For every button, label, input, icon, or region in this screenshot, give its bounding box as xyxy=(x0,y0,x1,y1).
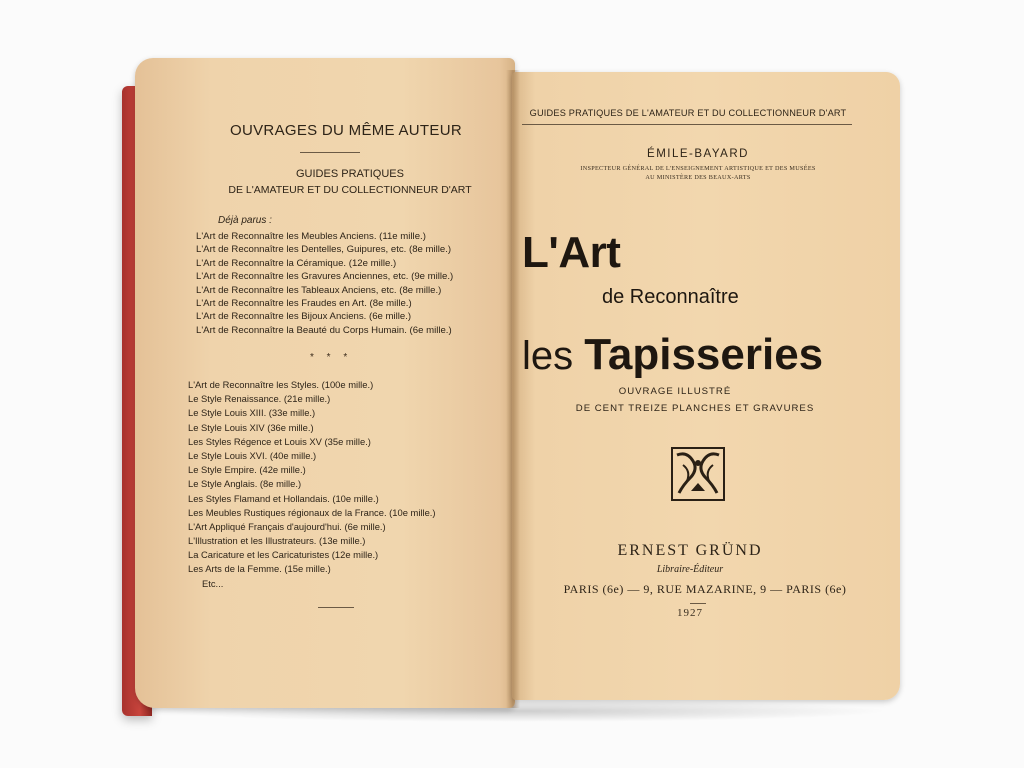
author-name: ÉMILE-BAYARD xyxy=(647,148,749,160)
book-gutter xyxy=(506,70,520,708)
publisher-role: Libraire-Éditeur xyxy=(656,564,724,575)
title-rule xyxy=(300,152,360,153)
list-item: L'Art de Reconnaître les Dentelles, Guipures, etc. (8e mille.) xyxy=(196,244,452,256)
publication-year: 1927 xyxy=(677,607,703,619)
list-item: Les Styles Flamand et Hollandais. (10e mille.) xyxy=(188,492,379,504)
list-item: L'Art Appliqué Français d'aujourd'hui. (6e mille.) xyxy=(188,520,386,532)
list-item: L'Art de Reconnaître les Meubles Anciens. (11e mille.) xyxy=(196,231,426,242)
end-rule xyxy=(318,607,354,608)
list-item: Les Meubles Rustiques régionaux de la France. (10e mille.) xyxy=(188,506,436,518)
ornament-icon xyxy=(671,447,725,501)
list-item: Etc... xyxy=(202,577,224,589)
list-item: L'Art de Reconnaître les Styles. (100e mille.) xyxy=(188,379,374,390)
works-list-art-de-reconnaitre xyxy=(196,230,496,337)
list-item: L'Art de Reconnaître les Bijoux Anciens. (6e mille.) xyxy=(196,311,412,323)
list-item: Les Arts de la Femme. (15e mille.) xyxy=(188,563,331,575)
list-item: L'Art de Reconnaître les Tableaux Anciens, etc. (8e mille.) xyxy=(196,284,442,296)
list-item: Le Style Empire. (42e mille.) xyxy=(188,464,306,476)
list-item: L'Art de Reconnaître les Gravures Anciennes, etc. (9e mille.) xyxy=(196,271,454,283)
book-title-line-1: L'Art xyxy=(522,228,621,277)
list-item: L'Art de Reconnaître les Fraudes en Art. (8e mille.) xyxy=(196,297,412,309)
series-line-1: GUIDES PRATIQUES xyxy=(296,168,404,180)
series-rule xyxy=(522,124,852,125)
list-item: L'Illustration et les Illustrateurs. (13e mille.) xyxy=(188,535,366,547)
author-affiliation-1: INSPECTEUR GÉNÉRAL DE L'ENSEIGNEMENT ARTISTIQUE ET DES MUSÉES xyxy=(580,165,816,172)
illustrated-line-2: DE CENT TREIZE PLANCHES ET GRAVURES xyxy=(575,403,815,414)
list-item: Le Style Louis XIII. (33e mille.) xyxy=(188,407,316,419)
list-item: Le Style Renaissance. (21e mille.) xyxy=(188,393,331,405)
list-item: Le Style Louis XVI. (40e mille.) xyxy=(188,449,317,461)
left-page-title: OUVRAGES DU MÊME AUTEUR xyxy=(230,122,462,139)
book-title-line-3 xyxy=(522,330,823,380)
deja-parus-label: Déjà parus : xyxy=(218,215,272,226)
year-rule xyxy=(690,603,706,604)
list-item: L'Art de Reconnaître la Céramique. (12e mille.) xyxy=(196,257,397,269)
book-title-line-2: de Reconnaître xyxy=(602,286,739,308)
series-line-2: DE L'AMATEUR ET DU COLLECTIONNEUR D'ART xyxy=(228,184,472,196)
series-heading: GUIDES PRATIQUES DE L'AMATEUR ET DU COLLECTIONNEUR D'ART xyxy=(529,108,847,118)
list-item: L'Art de Reconnaître la Beauté du Corps Humain. (6e mille.) xyxy=(196,324,452,336)
illustrated-line-1: OUVRAGE ILLUSTRÉ xyxy=(618,386,732,397)
separator-asterisks: * * * xyxy=(310,352,353,363)
title-word-les: les xyxy=(522,334,574,378)
publisher-address: PARIS (6e) — 9, RUE MAZARINE, 9 — PARIS (6e) xyxy=(563,582,847,596)
author-affiliation-2: AU MINISTÈRE DES BEAUX-ARTS xyxy=(645,174,751,181)
works-list-styles xyxy=(188,378,498,591)
title-word-tapisseries: Tapisseries xyxy=(584,330,824,379)
publisher-name: ERNEST GRÜND xyxy=(617,542,763,559)
list-item: Les Styles Régence et Louis XV (35e mille.) xyxy=(188,435,371,447)
list-item: La Caricature et les Caricaturistes (12e mille.) xyxy=(188,549,379,561)
list-item: Le Style Louis XIV (36e mille.) xyxy=(188,421,314,433)
list-item: Le Style Anglais. (8e mille.) xyxy=(188,478,302,490)
